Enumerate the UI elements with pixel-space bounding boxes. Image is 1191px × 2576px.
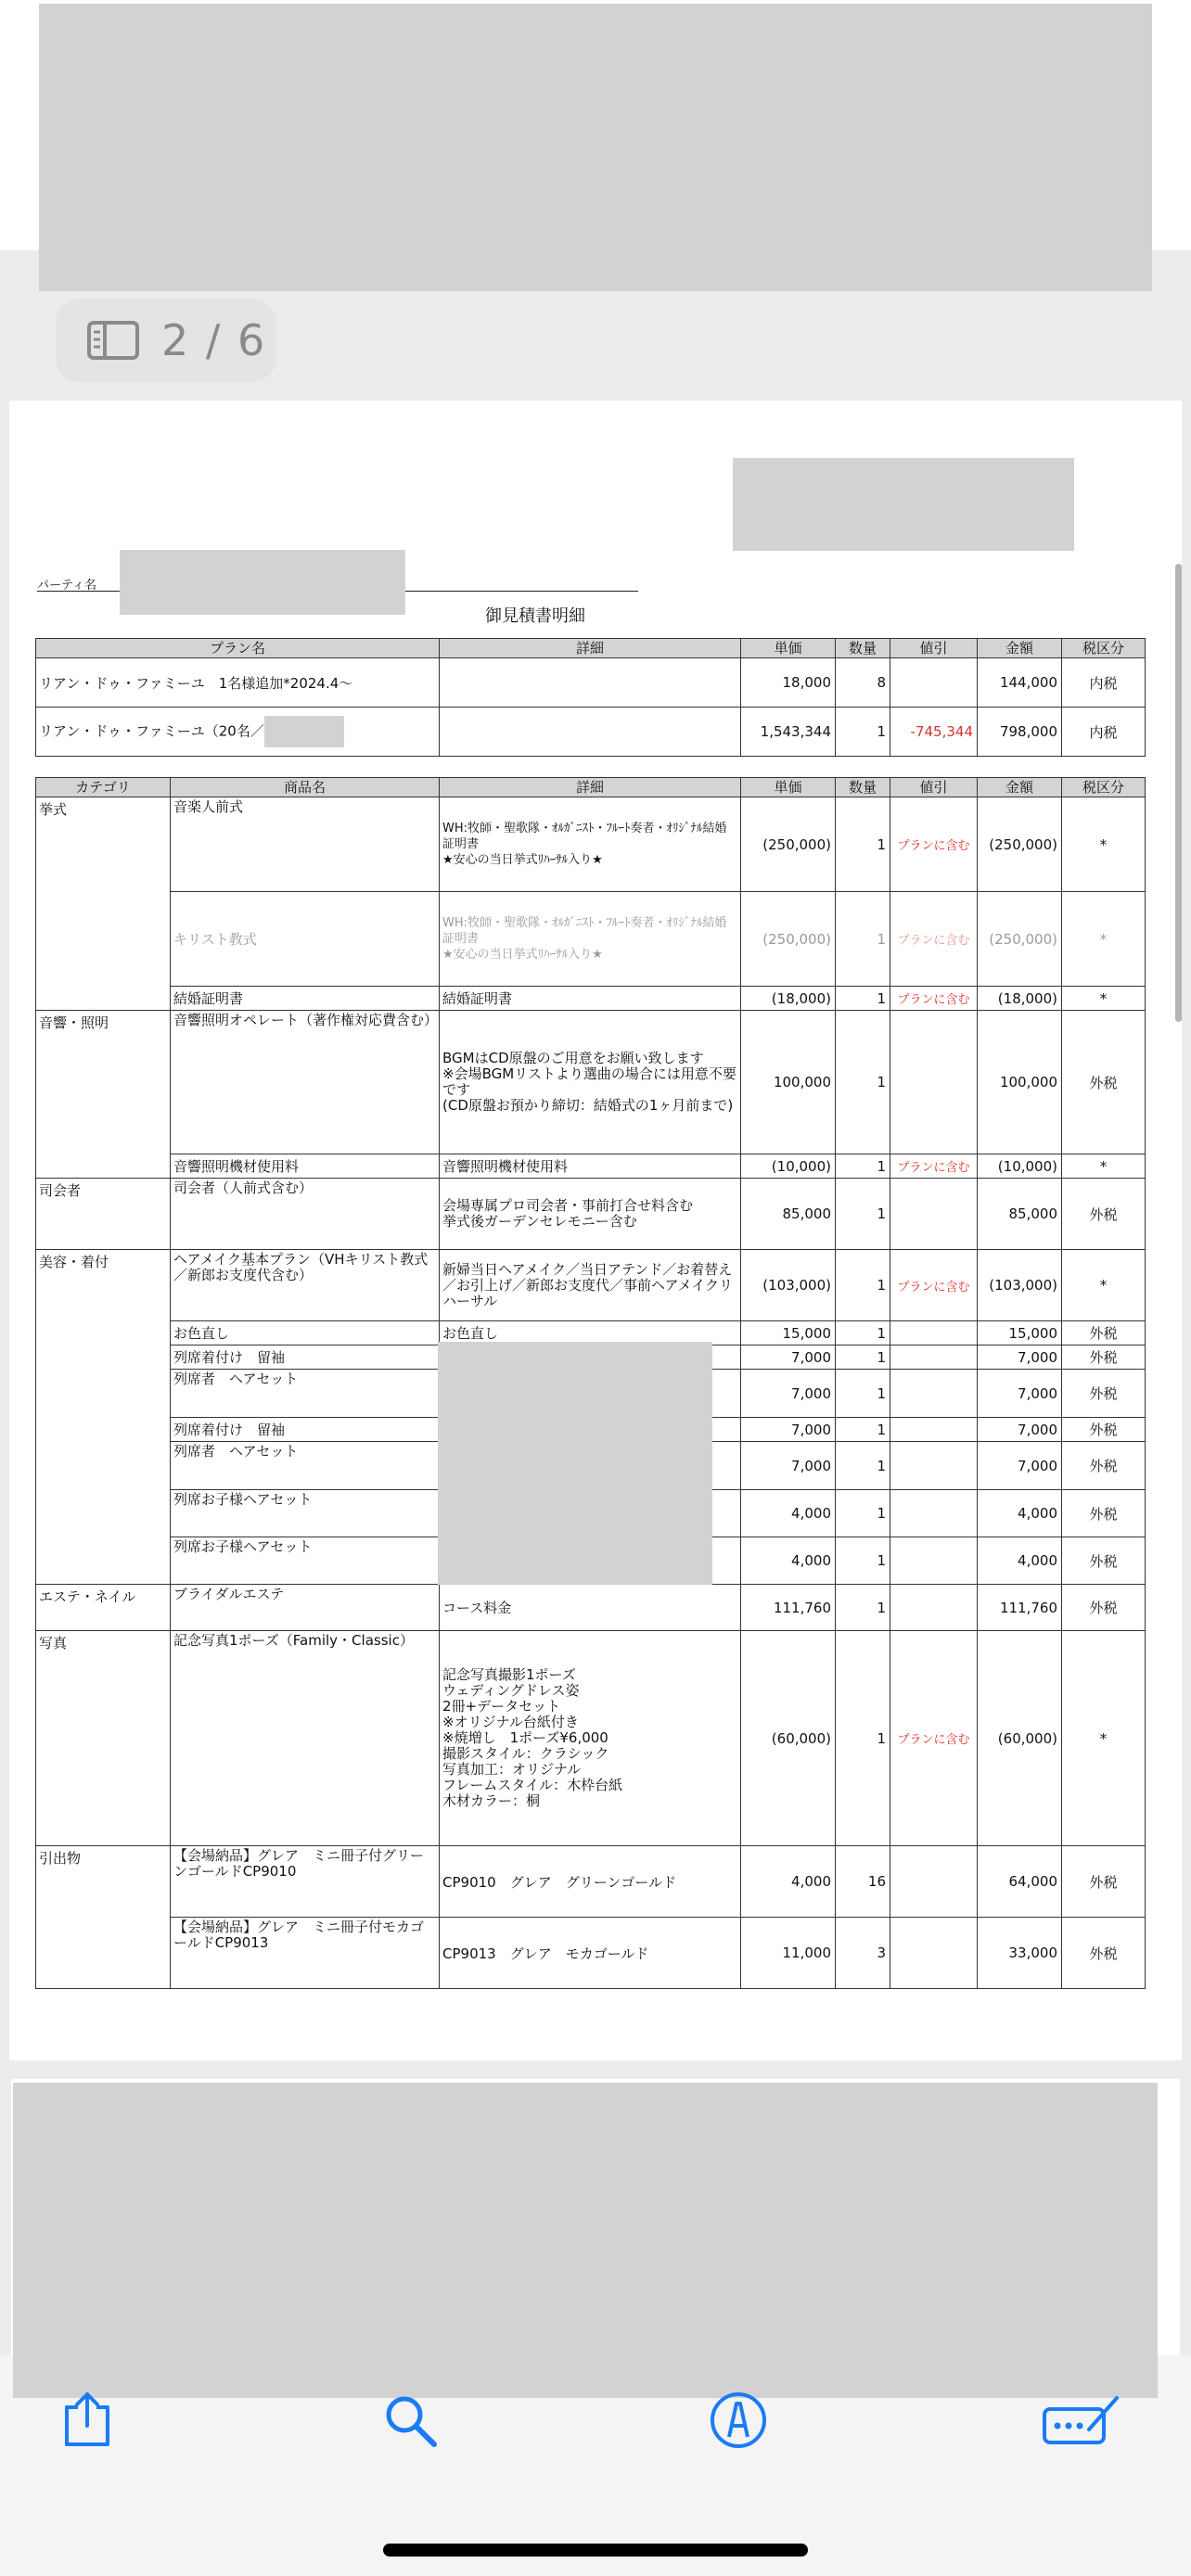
item-amount: 7,000: [978, 1370, 1062, 1418]
item-detail: WH:牧師・聖歌隊・ｵﾙｶﾞﾆｽﾄ・ﾌﾙｰﾄ奏者・ｵﾘｼﾞﾅﾙ結婚証明書 ★安心の当日挙式ﾘﾊｰｻﾙ入り★: [440, 892, 741, 987]
item-amount: 111,760: [978, 1585, 1062, 1631]
plan-amount: 798,000: [978, 708, 1062, 757]
item-qty: 1: [836, 1418, 890, 1442]
item-detail: CP9010 グレア グリーンゴールド: [440, 1846, 741, 1918]
plan-unit: 18,000: [741, 658, 836, 708]
item-discount: [890, 1918, 978, 1989]
item-amount: (103,000): [978, 1250, 1062, 1321]
item-name: 音楽人前式: [171, 797, 440, 892]
item-amount: 7,000: [978, 1442, 1062, 1490]
category-cell: [36, 1154, 171, 1179]
item-amount: 4,000: [978, 1490, 1062, 1537]
col-detail: 詳細: [440, 639, 741, 658]
sidebar-icon: [87, 321, 139, 360]
item-tax: *: [1062, 892, 1146, 987]
plan-detail: [440, 658, 741, 708]
item-discount: [890, 1370, 978, 1418]
markup-icon[interactable]: [709, 2391, 768, 2450]
item-discount: [890, 1846, 978, 1918]
category-cell: [36, 1321, 171, 1345]
table-row: [36, 1918, 1146, 1989]
category-cell: 司会者: [36, 1179, 171, 1250]
redacted-block: [13, 2083, 1158, 2398]
item-amount: (18,000): [978, 987, 1062, 1011]
item-name: 列席お子様ヘアセット: [171, 1490, 440, 1537]
item-amount: (60,000): [978, 1631, 1062, 1846]
item-discount: プランに含む: [890, 1154, 978, 1179]
category-cell: [36, 892, 171, 987]
item-qty: 1: [836, 1442, 890, 1490]
category-cell: [36, 987, 171, 1011]
share-icon[interactable]: [58, 2391, 117, 2450]
item-tax: 外税: [1062, 1370, 1146, 1418]
col-discount: 値引: [890, 639, 978, 658]
item-amount: 7,000: [978, 1345, 1062, 1370]
fill-sign-icon[interactable]: [1041, 2391, 1122, 2450]
item-amount: 33,000: [978, 1918, 1062, 1989]
plan-row: [36, 658, 1146, 708]
item-qty: 1: [836, 1321, 890, 1345]
category-cell: [36, 1370, 171, 1418]
table-row: [36, 892, 1146, 987]
col-tax: 税区分: [1062, 778, 1146, 797]
category-cell: [36, 1918, 171, 1989]
plan-name: リアン・ドゥ・ファミーユ 1名様追加*2024.4～: [36, 658, 440, 708]
plan-tax: 内税: [1062, 658, 1146, 708]
plan-table: [35, 638, 1146, 757]
item-detail: コース料金: [440, 1585, 741, 1631]
item-header-row: [36, 778, 1146, 797]
plan-unit: 1,543,344: [741, 708, 836, 757]
plan-row: [36, 708, 1146, 757]
item-detail: 記念写真撮影1ポーズ ウェディングドレス姿 2冊+データセット ※オリジナル台紙付き ※焼増し 1ポーズ¥6,000 撮影スタイル：クラシック 写真加工：オリジナル フレームスタイル：木枠台紙 木材カラー：桐: [440, 1631, 741, 1846]
item-discount: プランに含む: [890, 1631, 978, 1846]
item-qty: 1: [836, 987, 890, 1011]
item-qty: 1: [836, 1154, 890, 1179]
table-row: [36, 797, 1146, 892]
item-qty: 3: [836, 1918, 890, 1989]
category-cell: 美容・着付: [36, 1250, 171, 1321]
category-cell: [36, 1418, 171, 1442]
item-unit: 4,000: [741, 1846, 836, 1918]
item-name: 【会場納品】グレア ミニ冊子付グリーンゴールドCP9010: [171, 1846, 440, 1918]
plan-detail: [440, 708, 741, 757]
col-unit-price: 単価: [741, 639, 836, 658]
category-cell: エステ・ネイル: [36, 1585, 171, 1631]
page-indicator[interactable]: [56, 299, 276, 382]
col-quantity: 数量: [836, 778, 890, 797]
item-unit: 7,000: [741, 1442, 836, 1490]
item-tax: *: [1062, 1250, 1146, 1321]
item-amount: 15,000: [978, 1321, 1062, 1345]
item-unit: 11,000: [741, 1918, 836, 1989]
table-row: [36, 1011, 1146, 1154]
col-discount: 値引: [890, 778, 978, 797]
item-amount: 7,000: [978, 1418, 1062, 1442]
item-amount: (250,000): [978, 797, 1062, 892]
item-unit: (103,000): [741, 1250, 836, 1321]
table-row: [36, 1585, 1146, 1631]
col-tax: 税区分: [1062, 639, 1146, 658]
item-unit: (250,000): [741, 797, 836, 892]
item-detail: BGMはCD原盤のご用意をお願い致します ※会場BGMリストより選曲の場合には用意不要です (CD原盤お預かり締切：結婚式の1ヶ月前まで): [440, 1011, 741, 1154]
col-quantity: 数量: [836, 639, 890, 658]
item-unit: 4,000: [741, 1537, 836, 1585]
item-tax: *: [1062, 797, 1146, 892]
item-amount: (250,000): [978, 892, 1062, 987]
item-tax: 外税: [1062, 1537, 1146, 1585]
col-category: カテゴリ: [36, 778, 171, 797]
item-detail: 会場専属プロ司会者・事前打合せ料含む 挙式後ガーデンセレモニー含む: [440, 1179, 741, 1250]
item-discount: [890, 1011, 978, 1154]
item-qty: 1: [836, 1537, 890, 1585]
category-cell: [36, 1442, 171, 1490]
category-cell: [36, 1537, 171, 1585]
item-discount: [890, 1179, 978, 1250]
item-amount: 4,000: [978, 1537, 1062, 1585]
item-unit: 85,000: [741, 1179, 836, 1250]
plan-amount: 144,000: [978, 658, 1062, 708]
category-cell: 音響・照明: [36, 1011, 171, 1154]
item-unit: 15,000: [741, 1321, 836, 1345]
item-qty: 1: [836, 1179, 890, 1250]
search-icon[interactable]: [380, 2391, 440, 2450]
item-amount: 100,000: [978, 1011, 1062, 1154]
col-detail: 詳細: [440, 778, 741, 797]
item-qty: 1: [836, 1585, 890, 1631]
item-discount: [890, 1585, 978, 1631]
page-number: 2 / 6: [161, 315, 267, 365]
category-cell: 引出物: [36, 1846, 171, 1918]
item-name: 記念写真1ポーズ（Family・Classic）: [171, 1631, 440, 1846]
item-qty: 1: [836, 1370, 890, 1418]
redacted-block: [438, 1342, 712, 1585]
item-unit: (18,000): [741, 987, 836, 1011]
item-tax: *: [1062, 1154, 1146, 1179]
item-amount: 64,000: [978, 1846, 1062, 1918]
item-unit: (10,000): [741, 1154, 836, 1179]
item-name: 結婚証明書: [171, 987, 440, 1011]
item-discount: プランに含む: [890, 1250, 978, 1321]
category-cell: 写真: [36, 1631, 171, 1846]
table-row: [36, 1154, 1146, 1179]
plan-header-row: [36, 639, 1146, 658]
item-discount: [890, 1345, 978, 1370]
item-detail: 音響照明機材使用料: [440, 1154, 741, 1179]
col-plan-name: プラン名: [36, 639, 440, 658]
category-cell: [36, 1490, 171, 1537]
scrollbar[interactable]: [1175, 564, 1182, 1022]
item-discount: プランに含む: [890, 987, 978, 1011]
category-cell: 挙式: [36, 797, 171, 892]
document-title: 御見積書明細: [485, 606, 585, 626]
item-amount: (10,000): [978, 1154, 1062, 1179]
item-unit: 100,000: [741, 1011, 836, 1154]
table-row: [36, 1179, 1146, 1250]
item-unit: 111,760: [741, 1585, 836, 1631]
item-tax: 外税: [1062, 1585, 1146, 1631]
item-name: 司会者（人前式含む）: [171, 1179, 440, 1250]
item-tax: 外税: [1062, 1490, 1146, 1537]
item-unit: (60,000): [741, 1631, 836, 1846]
item-qty: 1: [836, 892, 890, 987]
home-indicator[interactable]: [383, 2544, 808, 2557]
item-tax: 外税: [1062, 1011, 1146, 1154]
plan-discount: -745,344: [890, 708, 978, 757]
item-tax: 外税: [1062, 1846, 1146, 1918]
item-discount: [890, 1490, 978, 1537]
item-qty: 1: [836, 1250, 890, 1321]
item-name: ブライダルエステ: [171, 1585, 440, 1631]
item-detail: お色直し: [440, 1321, 741, 1345]
table-row: [36, 1631, 1146, 1846]
plan-name: リアン・ドゥ・ファミーユ（20名／: [39, 722, 264, 740]
item-name: 【会場納品】グレア ミニ冊子付モカゴールドCP9013: [171, 1918, 440, 1989]
category-cell: [36, 1345, 171, 1370]
item-unit: 7,000: [741, 1370, 836, 1418]
item-discount: [890, 1537, 978, 1585]
redacted-block: [733, 458, 1074, 551]
item-name: キリスト教式: [171, 892, 440, 987]
item-qty: 1: [836, 1631, 890, 1846]
item-discount: プランに含む: [890, 892, 978, 987]
item-qty: 1: [836, 797, 890, 892]
item-name: 列席者 ヘアセット: [171, 1370, 440, 1418]
item-detail: 新婦当日ヘアメイク／当日アテンド／お着替え／お引上げ／新郎お支度代／事前ヘアメイクリハーサル: [440, 1250, 741, 1321]
plan-tax: 内税: [1062, 708, 1146, 757]
item-tax: 外税: [1062, 1345, 1146, 1370]
item-tax: 外税: [1062, 1442, 1146, 1490]
table-row: [36, 1846, 1146, 1918]
item-tax: 外税: [1062, 1179, 1146, 1250]
item-name: 列席お子様ヘアセット: [171, 1537, 440, 1585]
col-product-name: 商品名: [171, 778, 440, 797]
plan-discount: [890, 658, 978, 708]
table-row: [36, 1250, 1146, 1321]
table-row: [36, 987, 1146, 1011]
item-tax: 外税: [1062, 1918, 1146, 1989]
item-name: ヘアメイク基本プラン（VHキリスト教式／新郎お支度代含む）: [171, 1250, 440, 1321]
item-name: 列席者 ヘアセット: [171, 1442, 440, 1490]
item-tax: 外税: [1062, 1418, 1146, 1442]
party-name-label: パーティ名: [37, 579, 96, 593]
item-unit: 7,000: [741, 1418, 836, 1442]
item-qty: 1: [836, 1011, 890, 1154]
item-discount: [890, 1321, 978, 1345]
item-name: 列席着付け 留袖: [171, 1345, 440, 1370]
item-amount: 85,000: [978, 1179, 1062, 1250]
item-tax: *: [1062, 987, 1146, 1011]
col-amount: 金額: [978, 639, 1062, 658]
redacted-block: [120, 550, 405, 615]
item-discount: プランに含む: [890, 797, 978, 892]
item-discount: [890, 1442, 978, 1490]
item-qty: 1: [836, 1490, 890, 1537]
item-name: 列席着付け 留袖: [171, 1418, 440, 1442]
redacted-block: [39, 4, 1152, 291]
redacted-block: [264, 716, 344, 747]
item-name: お色直し: [171, 1321, 440, 1345]
item-name: 音響照明オペレート（著作権対応費含む）: [171, 1011, 440, 1154]
item-detail: 結婚証明書: [440, 987, 741, 1011]
item-unit: 4,000: [741, 1490, 836, 1537]
col-amount: 金額: [978, 778, 1062, 797]
item-qty: 1: [836, 1345, 890, 1370]
item-tax: *: [1062, 1631, 1146, 1846]
item-detail: CP9013 グレア モカゴールド: [440, 1918, 741, 1989]
item-detail: WH:牧師・聖歌隊・ｵﾙｶﾞﾆｽﾄ・ﾌﾙｰﾄ奏者・ｵﾘｼﾞﾅﾙ結婚証明書 ★安心の当日挙式ﾘﾊｰｻﾙ入り★: [440, 797, 741, 892]
plan-qty: 8: [836, 658, 890, 708]
item-unit: (250,000): [741, 892, 836, 987]
item-discount: [890, 1418, 978, 1442]
col-unit-price: 単価: [741, 778, 836, 797]
plan-qty: 1: [836, 708, 890, 757]
item-qty: 16: [836, 1846, 890, 1918]
plan-name-cell: [36, 708, 440, 757]
previous-page[interactable]: [0, 0, 1191, 250]
item-tax: 外税: [1062, 1321, 1146, 1345]
item-name: 音響照明機材使用料: [171, 1154, 440, 1179]
item-unit: 7,000: [741, 1345, 836, 1370]
